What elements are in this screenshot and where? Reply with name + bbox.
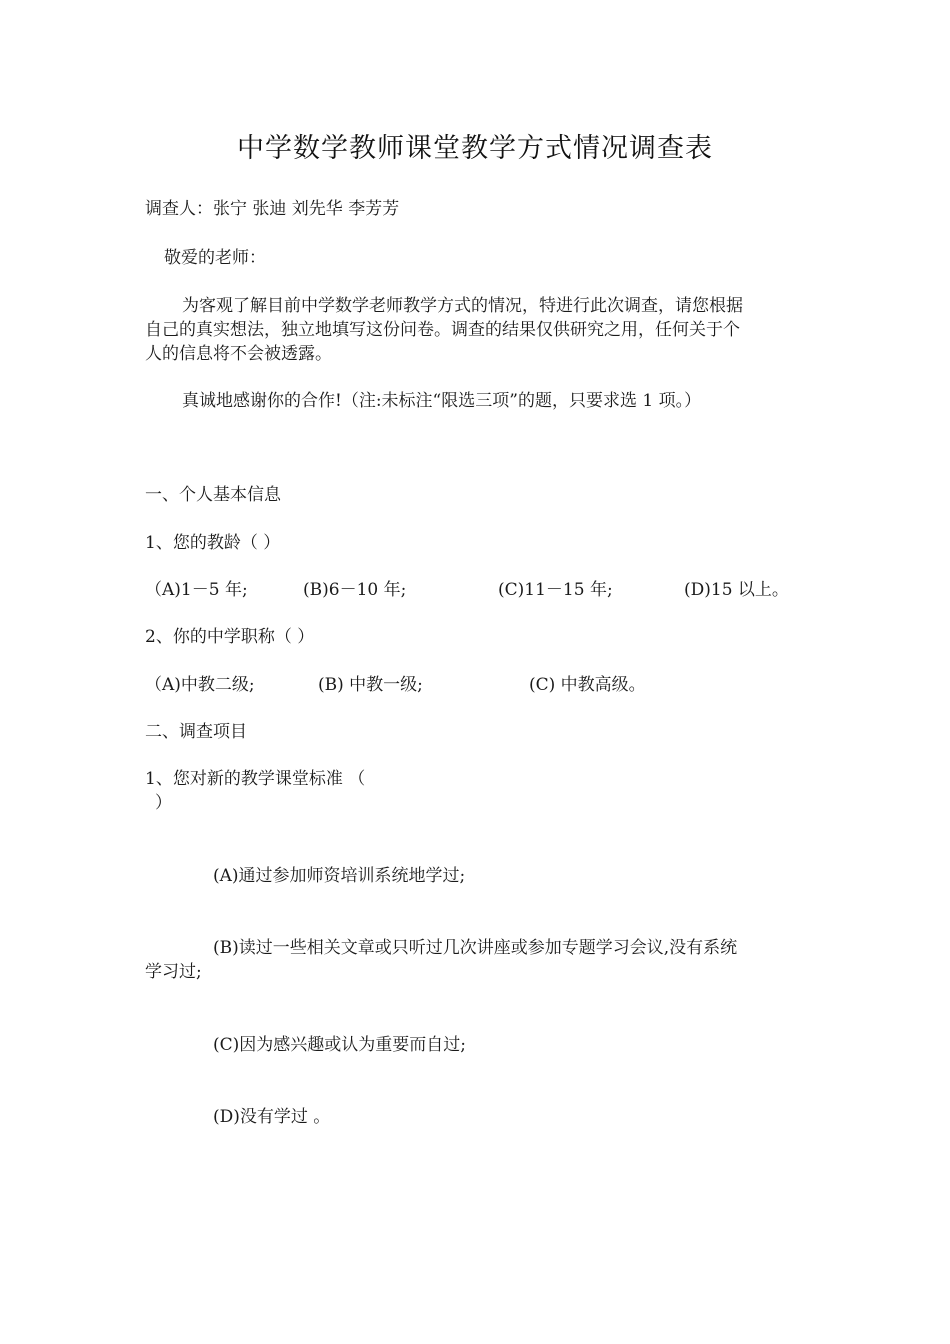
option-title-c: (C) 中教高级。	[529, 675, 646, 695]
option-years-a: （A)1－5 年;	[145, 580, 248, 600]
question-curriculum-standard: 1、您对新的教学课堂标准 （	[145, 769, 366, 789]
option-title-a: （A)中教二级;	[145, 675, 255, 695]
intro-line-3: 人的信息将不会被透露。	[145, 344, 332, 364]
greeting: 敬爱的老师：	[164, 248, 266, 268]
option-title-b: (B) 中教一级;	[318, 675, 423, 695]
section-2-heading: 二、调查项目	[145, 722, 247, 742]
option-standard-c: (C)因为感兴趣或认为重要而自过;	[213, 1035, 466, 1055]
thanks-note: 真诚地感谢你的合作!（注:未标注“限选三项”的题，只要求选 1 项。）	[182, 391, 702, 411]
question-professional-title: 2、你的中学职称（ ）	[145, 627, 315, 647]
investigators-line: 调查人：张宁 张迪 刘先华 李芳芳	[145, 199, 400, 219]
option-standard-a: (A)通过参加师资培训系统地学过;	[213, 866, 466, 886]
section-1-heading: 一、个人基本信息	[145, 485, 281, 505]
intro-line-1: 为客观了解目前中学数学老师教学方式的情况，特进行此次调查，请您根据	[182, 296, 743, 316]
option-years-d: (D)15 以上。	[684, 580, 789, 600]
question-curriculum-standard-end: ）	[155, 793, 172, 813]
option-years-b: (B)6－10 年;	[303, 580, 407, 600]
intro-line-2: 自己的真实想法，独立地填写这份问卷。调查的结果仅供研究之用，任何关于个	[145, 320, 740, 340]
option-standard-b-line-1: (B)读过一些相关文章或只听过几次讲座或参加专题学习会议,没有系统	[213, 938, 738, 958]
option-years-c: (C)11－15 年;	[498, 580, 613, 600]
page-title: 中学数学教师课堂教学方式情况调查表	[237, 133, 713, 164]
option-standard-d: (D)没有学过 。	[213, 1107, 331, 1127]
question-teaching-years: 1、您的教龄（ ）	[145, 533, 281, 553]
option-standard-b-line-2: 学习过;	[145, 962, 202, 982]
